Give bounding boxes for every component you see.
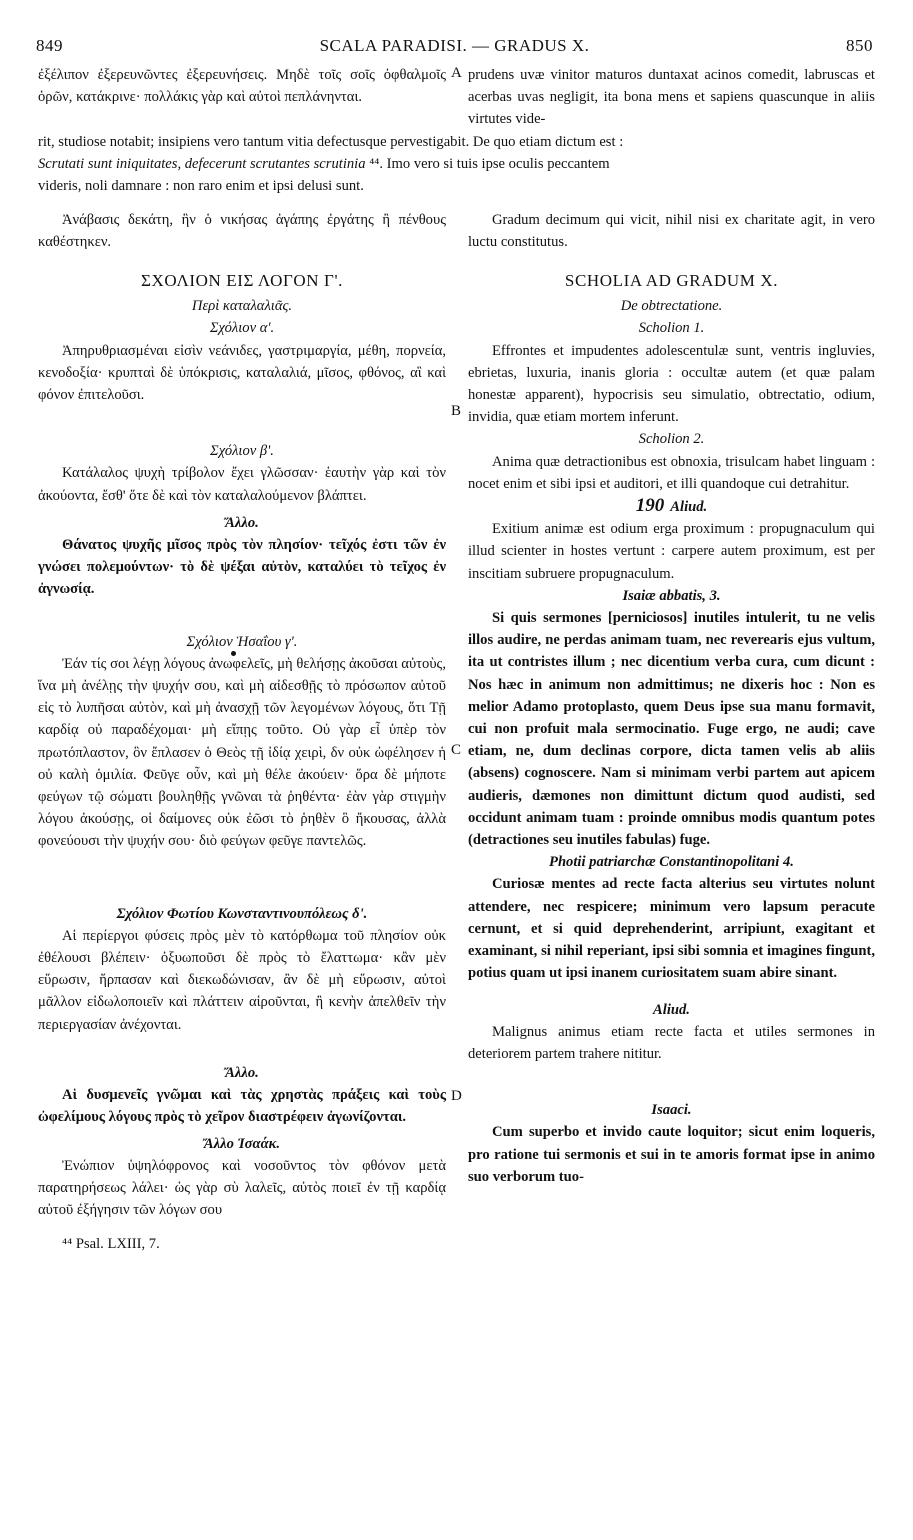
page-number-right: 850 — [846, 36, 873, 55]
margin-marker-b: B — [451, 403, 462, 419]
page-header — [36, 36, 873, 60]
latin-scholia-column — [468, 270, 875, 1188]
running-title: SCALA PARADISI. — GRADUS X. — [319, 36, 590, 55]
latin-scholion-7-text: Cum superbo et invido caute loquitor; sicut enim loqueris, pro ratione tui sermonis et sui in te amoris format ipse in animo suo verborum tuo- — [468, 1124, 875, 1185]
latin-scholion-6-title: Aliud. — [653, 1001, 690, 1018]
greek-summary: Ἀνάβασις δεκάτη, ἣν ὁ νικήσας ἀγάπης ἐργάτης ἢ πένθους καθέστηκεν. — [38, 212, 446, 251]
latin-scholion-3-label: Aliud. — [670, 499, 708, 516]
greek-scholion-7-text: Ἐνώπιον ὑψηλόφρονος καὶ νοσοῦντος τὸν φθόνον μετὰ παρατηρήσεως λάλει· ὡς γὰρ σὺ λαλεῖς, αὐτὸς ποιεῖ ἐν τῇ καρδίᾳ αὐτοῦ ἐξήγησιν τῶν λόγων σου — [38, 1157, 446, 1219]
margin-marker-d: D — [451, 1088, 462, 1104]
latin-scholion-4-title: Isaiæ abbatis, 3. — [622, 587, 721, 604]
latin-scholion-2-title: Scholion 2. — [638, 431, 705, 448]
full-width-text — [38, 131, 875, 197]
latin-subheading: De obtrectatione. — [620, 298, 723, 315]
greek-scholion-3-title: Ἄλλο. — [225, 514, 259, 531]
greek-heading: ΣΧΟΛΙΟΝ ΕΙΣ ΛΟΓΟΝ Γ'. — [141, 271, 343, 290]
greek-scholion-6-title: Ἄλλο. — [225, 1064, 259, 1081]
greek-scholia-column — [38, 270, 446, 1256]
greek-continuation — [38, 64, 446, 108]
latin-paragraph: prudens uvæ vinitor maturos duntaxat acinos comedit, labruscas et acerbas uvas negligit, ita bona mens et sapiens quascunque in aliis virtutes vide- — [468, 67, 875, 128]
latin-scholion-5-title: Photii patriarchæ Constantinopolitani 4. — [549, 854, 794, 871]
greek-scholion-4-text: Ἐάν τίς σοι λέγῃ λόγους ἀνωφελεῖς, μὴ θελήσῃς ἀκοῦσαι αὐτοὺς, ἵνα μὴ ἀνέλῃς τὴν ψυχήν σου, καὶ μὴ αἰδεσθῇς τὸ πρόσωπον αὐτοῦ εἰς τὸ λυπῆσαι αὐτὸν, καὶ μὴ ἀνασχῇ τῶν λεγομένων λόγους, ὅτι Τῇ καρδίᾳ οὐ παραδέχομαι· μὴ εἴπῃς τοῦτο. Οὐ γὰρ εἶ ὑπὲρ τὸν πρωτόπλαστον, ὃν ἔπλασεν ὁ Θεὸς τῇ ἰδίᾳ χειρὶ, δν οὐκ ὠφέλησεν ἡ οὐ καλὴ ὁμιλία. Φεῦγε οὖν, καὶ μὴ θέλε ἀκούειν· ὅρα δὲ μήποτε φεύγων τῷ σώματι βουληθῇς γνῶναι τὰ ῥηθέντα· ἐὰν γὰρ στιγμὴν λόγου ἀκούσῃς, οἱ δαίμονες οὐκ ἐῶσι τὸ ῥηθὲν ὃ ἤκουσας, ἀλλὰ φονεύουσι τὴν ψυχήν σου· διὸ φεύγων φεῦγε παντελῶς. — [38, 655, 446, 850]
latin-scholion-7-title: Isaaci. — [651, 1102, 692, 1119]
latin-scholion-2-text: Anima quæ detractionibus est obnoxia, trisulcam habet linguam : nocet enim et sibi ipsi et auditori, et illi quandoque cui detrahitur. — [468, 453, 875, 492]
full-line-3: videris, noli damnare : non raro enim et ipsi delusi sunt. — [38, 178, 364, 194]
full-line-1: rit, studiose notabit; insipiens vero tantum vitia defectusque pervestigabit. De quo etiam dictum est : — [38, 134, 624, 150]
greek-scholion-2-text: Κατάλαλος ψυχὴ τρίβολον ἔχει γλῶσσαν· ἑαυτὴν γὰρ καὶ τὸν ἀκούοντα, ἔσθ' ὅτε δὲ καὶ τὸν καταλαλούμενον βλάπτει. — [38, 465, 446, 504]
greek-scholion-5-title: Σχόλιον Φωτίου Κωνσταντινουπόλεως δ'. — [116, 905, 368, 922]
latin-gradus-summary — [468, 209, 875, 253]
latin-scholion-4-text: Si quis sermones [perniciosos] inutiles intulerit, tu ne velis illos audire, ne perdas animam tuam, nec reverearis ejus vultum, ita ut contristes illum ; nec dicentium verba cura, cum dicunt : Nos hæc in animum non admittimus; ne dixeris hoc : Non es melior Adamo protoplasto, quem Deus ipse sua manu formavit, cui non profuit mala sermocinatio. Fuge ergo, ne audi; cave etiam, ne, dum declinas corpore, dicta tamen velis ab aliis (absens) cognoscere. Nam si minimam verbi partem aut apicem audieris, dæmones non dimittunt dictum quod audisti, sed occidunt animam tuam : proinde omnibus modis quantum potes (detractiones seu inutiles fabulas) fuge. — [468, 610, 875, 849]
latin-scholion-6-text: Malignus animus etiam recte facta et utiles sermones in deteriorem partem trahere nititur. — [468, 1023, 875, 1062]
greek-scholion-7-title: Ἄλλο Ἰσαάκ. — [203, 1135, 281, 1152]
ink-dot — [231, 651, 236, 656]
margin-marker-c: C — [451, 742, 462, 758]
greek-scholion-2-title: Σχόλιον β'. — [210, 443, 274, 460]
footnote-ref: ⁴⁴ — [369, 156, 380, 172]
latin-continuation — [468, 64, 875, 131]
greek-scholion-6-text: Αἱ δυσμενεῖς γνῶμαι καὶ τὰς χρηστὰς πράξεις καὶ τοὺς ὠφελίμους λόγους πρὸς τὸ χεῖρον διαστρέφειν ἀγωνίζονται. — [38, 1087, 446, 1126]
column-number: 190 — [635, 495, 665, 517]
scripture-quote: Scrutati sunt iniquitates, defecerunt scrutantes scrutinia — [38, 156, 366, 172]
full-line-2-rest: . Imo vero si tuis ipse oculis peccantem — [379, 156, 610, 172]
greek-scholion-4-title: Σχόλιον Ἡσαΐου γ'. — [186, 633, 298, 650]
latin-scholion-1-text: Effrontes et impudentes adolescentulæ sunt, ventris ingluvies, ebrietas, luxuria, inanis gloria : occultæ autem (et quæ palam honestæ apparent), hypocrisis seu simulatio, obtrectatio, odium, invidia, quæ etiam mortem inferunt. — [468, 342, 875, 426]
greek-scholion-1-title: Σχόλιον α'. — [209, 320, 275, 337]
page-number-left: 849 — [36, 36, 63, 55]
latin-scholion-5-text: Curiosæ mentes ad recte facta alterius seu virtutes nolunt attendere, nec respicere; minimum vero lapsum peracute cernunt, et si quid deprehenderint, arripiunt, exagitant et examinant, si nihil reperiant, ipsi sibi somnia et imagines fingunt, potius quam ut ipsi inanem curiositatem suam abire sinant. — [468, 876, 875, 982]
margin-marker-a: A — [451, 65, 462, 81]
latin-scholion-3-text: Exitium animæ est odium erga proximum : propugnaculum qui illud scienter in hostes vertunt : carpere autem proximum, est per inscitiam subruere propugnaculum. — [468, 521, 875, 582]
greek-scholion-5-text: Αἱ περίεργοι φύσεις πρὸς μὲν τὸ κατόρθωμα τοῦ πλησίον οὐκ ἐθέλουσι βλέπειν· ὀξυωποῦσι δὲ πρὸς τὸ ἔλαττωμα· κἂν μὲν εὕρωσιν, ἥρπασαν καὶ διεκωδώνισαν, ἂν δὲ μὴ εὕρωσιν, αὐτοὶ μᾶλλον εἰδωλοποιεῖν καὶ πλάττειν αἱροῦνται, ἢ κενὴν ἀπελθεῖν τὴν περιεργασίαν ἀνέχονται. — [38, 927, 446, 1033]
greek-gradus-summary — [38, 209, 446, 253]
latin-scholion-3-title — [468, 495, 875, 518]
full-line-2 — [38, 153, 875, 175]
greek-paragraph: ἐξέλιπον ἐξερευνῶντες ἐξερευνήσεις. Μηδὲ τοῖς σοῖς ὀφθαλμοῖς ὁρῶν, κατάκρινε· πολλάκις γὰρ καὶ αὐτοὶ πεπλάνηνται. — [38, 67, 446, 106]
footnote: ⁴⁴ Psal. LXIII, 7. — [62, 1236, 160, 1253]
latin-summary: Gradum decimum qui vicit, nihil nisi ex charitate agit, in vero luctu constitutus. — [468, 212, 875, 251]
greek-scholion-1-text: Ἀπηρυθριασμέναι εἰσὶν νεάνιδες, γαστριμαργία, μέθη, πορνεία, κενοδοξία· κρυπταὶ δὲ ὑπόκρισις, καταλαλιά, μῖσος, φθόνος, αἳ καὶ φόνον ἐπιτελοῦσι. — [38, 342, 446, 404]
greek-scholion-3-text: Θάνατος ψυχῆς μῖσος πρὸς τὸν πλησίον· τεῖχός ἐστι τῶν ἐν γνώσει πολεμούντων· τὸ δὲ ψέξαι αὐτὸν, καταλύει τὸ τεῖχος ἐν ἀγνωσίᾳ. — [38, 537, 446, 598]
greek-subheading: Περὶ καταλαλιᾶς. — [191, 298, 293, 315]
latin-heading: SCHOLIA AD GRADUM X. — [564, 271, 779, 290]
latin-scholion-1-title: Scholion 1. — [638, 320, 705, 337]
